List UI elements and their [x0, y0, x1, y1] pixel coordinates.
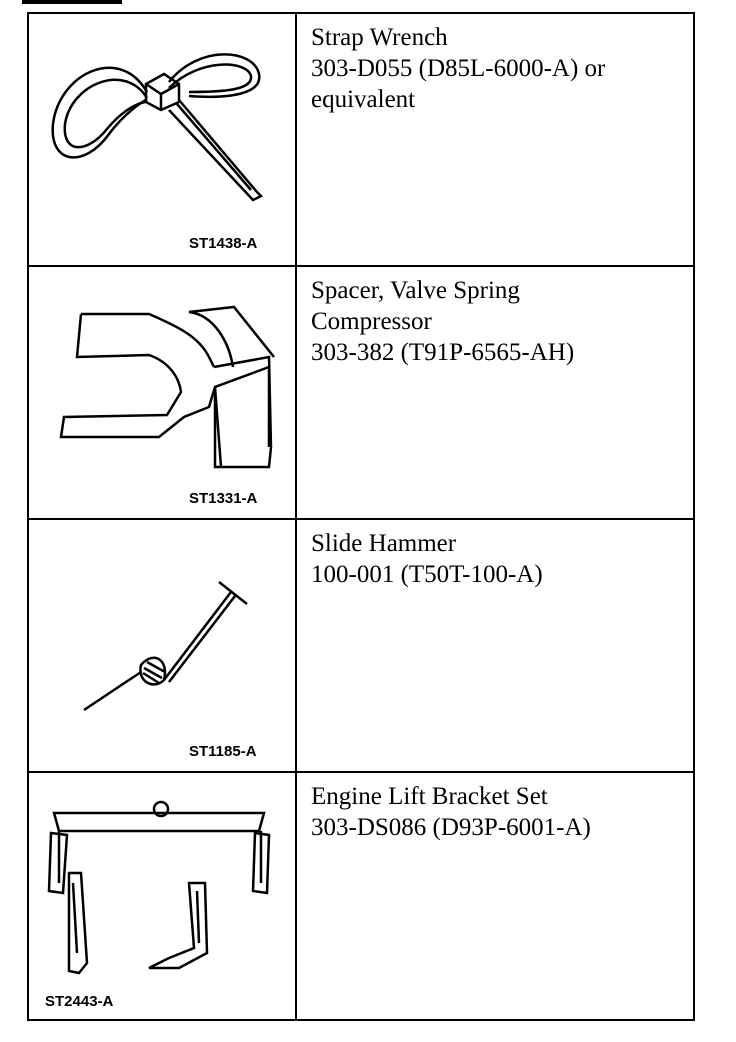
tool-note: equivalent	[311, 86, 416, 113]
table-row	[29, 14, 693, 267]
illustration-code: ST1185-A	[189, 743, 257, 760]
tool-name: Strap Wrench	[311, 24, 448, 51]
tool-description-cell	[297, 520, 693, 771]
slide-hammer-icon	[29, 520, 295, 771]
tool-name: Engine Lift Bracket Set	[311, 783, 548, 810]
tool-description-cell	[297, 267, 693, 518]
tool-description-cell	[297, 773, 693, 1019]
header-rule	[22, 0, 122, 4]
tool-illustration-cell	[29, 267, 297, 518]
tool-part-number: 303-D055 (D85L-6000-A) or	[311, 55, 606, 82]
illustration-code: ST1438-A	[189, 235, 258, 252]
tool-name-continued: Compressor	[311, 308, 432, 335]
tool-part-number: 303-DS086 (D93P-6001-A)	[311, 814, 591, 841]
table-row	[29, 520, 693, 773]
strap-wrench-icon	[29, 14, 295, 265]
engine-lift-bracket-icon	[29, 773, 295, 1017]
tool-description-cell	[297, 14, 693, 265]
special-tools-table	[27, 12, 695, 1021]
tool-illustration-cell	[29, 520, 297, 771]
table-row	[29, 267, 693, 520]
tool-illustration-cell	[29, 14, 297, 265]
tool-part-number: 100-001 (T50T-100-A)	[311, 561, 543, 588]
tool-name: Spacer, Valve Spring	[311, 277, 520, 304]
tool-part-number: 303-382 (T91P-6565-AH)	[311, 339, 575, 366]
table-row	[29, 773, 693, 1019]
tool-name: Slide Hammer	[311, 530, 457, 557]
tool-illustration-cell	[29, 773, 297, 1019]
illustration-code: ST1331-A	[189, 490, 258, 507]
illustration-code: ST2443-A	[45, 993, 114, 1010]
valve-spring-spacer-icon	[29, 267, 295, 518]
